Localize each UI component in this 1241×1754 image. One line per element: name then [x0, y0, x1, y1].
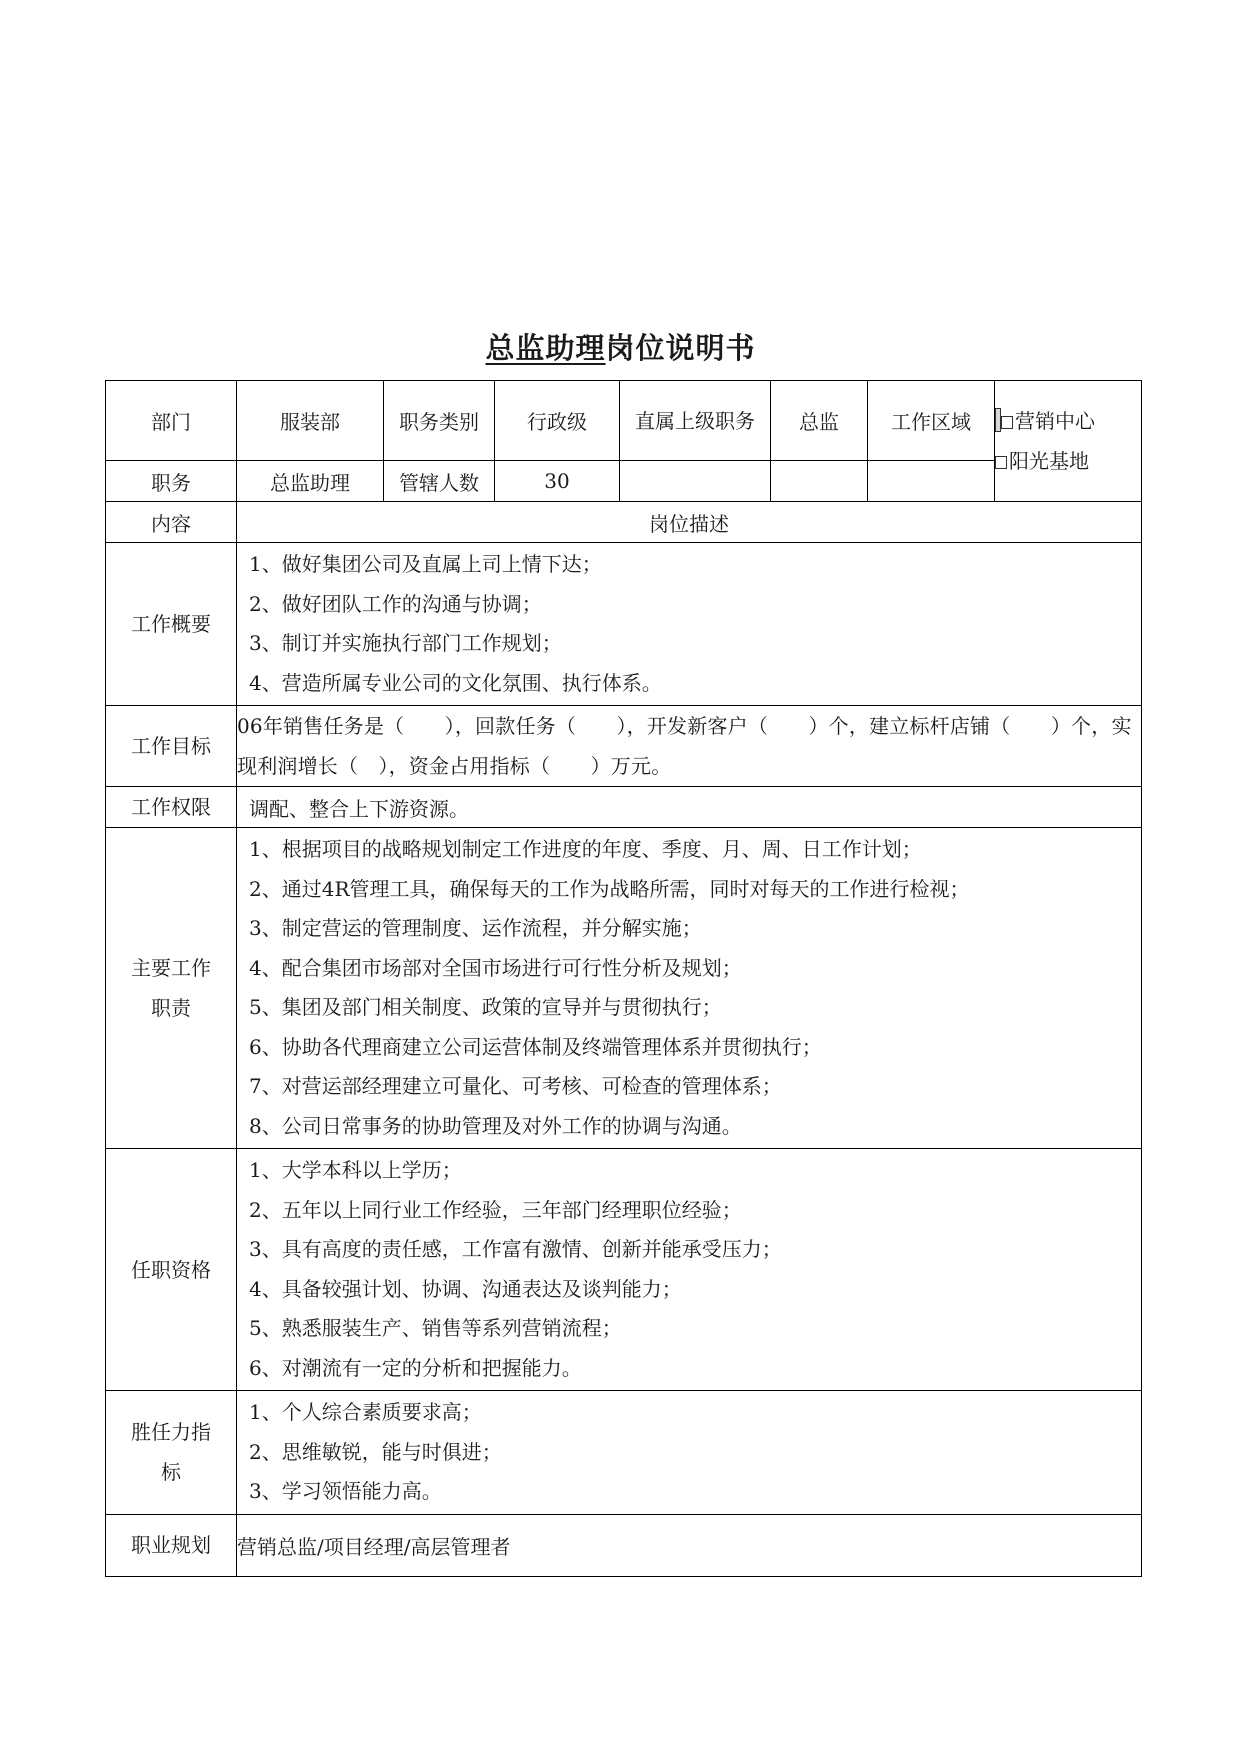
area-option-1-label: 营销中心: [1015, 409, 1095, 433]
superior-label: 直属上级职务: [620, 381, 771, 461]
superior-value: 总监: [771, 381, 868, 461]
list-item: 2、做好团队工作的沟通与协调；: [249, 591, 542, 616]
content-header-row: [106, 502, 1142, 543]
header-row-1: [106, 381, 1142, 461]
authority-text: 调配、整合上下游资源。: [237, 787, 1142, 828]
list-item: 3、制定营运的管理制度、运作流程，并分解实施；: [249, 916, 702, 940]
position-value: 总监助理: [237, 461, 384, 502]
empty-cell: [771, 461, 868, 502]
checkbox-icon[interactable]: [1001, 416, 1013, 429]
list-item: 6、协助各代理商建立公司运营体制及终端管理体系并贯彻执行；: [249, 1034, 822, 1059]
title-underlined: 总监助理: [485, 331, 606, 365]
list-item: 3、具有高度的责任感，工作富有激情、创新并能承受压力；: [249, 1237, 782, 1261]
checkbox-icon[interactable]: [995, 456, 1007, 469]
list-item: 4、具备较强计划、协调、沟通表达及谈判能力；: [249, 1276, 682, 1301]
content-label: 内容: [106, 502, 237, 543]
description-label: 岗位描述: [237, 502, 1142, 543]
list-item: 3、学习领悟能力高。: [249, 1479, 442, 1503]
job-description-table: [105, 380, 1142, 1577]
competency-cell: [237, 1391, 1142, 1515]
headcount-label: 管辖人数: [384, 461, 495, 502]
list-item: 2、五年以上同行业工作经验，三年部门经理职位经验；: [249, 1197, 742, 1222]
empty-cell: [620, 461, 771, 502]
qualifications-label: 任职资格: [106, 1149, 237, 1391]
list-item: 1、个人综合素质要求高；: [249, 1400, 482, 1424]
duties-cell: [237, 828, 1142, 1149]
overview-cell: [237, 543, 1142, 706]
dept-value: 服装部: [237, 381, 384, 461]
list-item: 3、制订并实施执行部门工作规划；: [249, 631, 562, 655]
list-item: 5、熟悉服装生产、销售等系列营销流程；: [249, 1316, 622, 1340]
career-label: 职业规划: [106, 1514, 237, 1576]
empty-cell: [868, 461, 995, 502]
list-item: 1、大学本科以上学历；: [249, 1158, 462, 1182]
authority-row: [106, 787, 1142, 828]
duties-label: 主要工作职责: [106, 828, 237, 1149]
area-option-1[interactable]: [995, 401, 1141, 441]
qualifications-row: [106, 1149, 1142, 1391]
list-item: 8、公司日常事务的协助管理及对外工作的协调与沟通。: [249, 1113, 742, 1138]
qualifications-cell: [237, 1149, 1142, 1391]
list-item: 2、通过4R管理工具，确保每天的工作为战略所需，同时对每天的工作进行检视；: [249, 876, 970, 901]
headcount-value: 30: [495, 461, 620, 502]
category-label: 职务类别: [384, 381, 495, 461]
list-item: 5、集团及部门相关制度、政策的宣导并与贯彻执行；: [249, 995, 722, 1019]
competency-label: 胜任力指标: [106, 1391, 237, 1515]
area-option-2[interactable]: [995, 441, 1141, 481]
list-item: 1、根据项目的战略规划制定工作进度的年度、季度、月、周、日工作计划；: [249, 837, 922, 861]
page-title: [0, 326, 1241, 367]
goal-text: 06年销售任务是（ ），回款任务（ ），开发新客户（ ）个，建立标杆店铺（ ）个，实现利润增长（ ），资金占用指标（ ）万元。: [237, 706, 1142, 787]
area-options: [995, 381, 1142, 502]
header-row-2: [106, 461, 1142, 502]
list-item: 6、对潮流有一定的分析和把握能力。: [249, 1355, 582, 1380]
list-item: 4、营造所属专业公司的文化氛围、执行体系。: [249, 670, 662, 695]
competency-row: [106, 1391, 1142, 1515]
duties-row: [106, 828, 1142, 1149]
overview-row: [106, 543, 1142, 706]
goal-label: 工作目标: [106, 706, 237, 787]
list-item: 7、对营运部经理建立可量化、可考核、可检查的管理体系；: [249, 1074, 782, 1098]
list-item: 4、配合集团市场部对全国市场进行可行性分析及规划；: [249, 955, 742, 980]
position-label: 职务: [106, 461, 237, 502]
goal-row: [106, 706, 1142, 787]
area-option-2-label: 阳光基地: [1009, 449, 1089, 473]
title-rest: 岗位说明书: [605, 331, 756, 365]
authority-label: 工作权限: [106, 787, 237, 828]
area-label: 工作区域: [868, 381, 995, 461]
list-item: 1、做好集团公司及直属上司上情下达；: [249, 552, 602, 576]
list-item: 2、思维敏锐，能与时俱进；: [249, 1439, 502, 1464]
career-text: 营销总监/项目经理/高层管理者: [237, 1514, 1142, 1576]
dept-label: 部门: [106, 381, 237, 461]
career-row: [106, 1514, 1142, 1576]
overview-label: 工作概要: [106, 543, 237, 706]
category-value: 行政级: [495, 381, 620, 461]
